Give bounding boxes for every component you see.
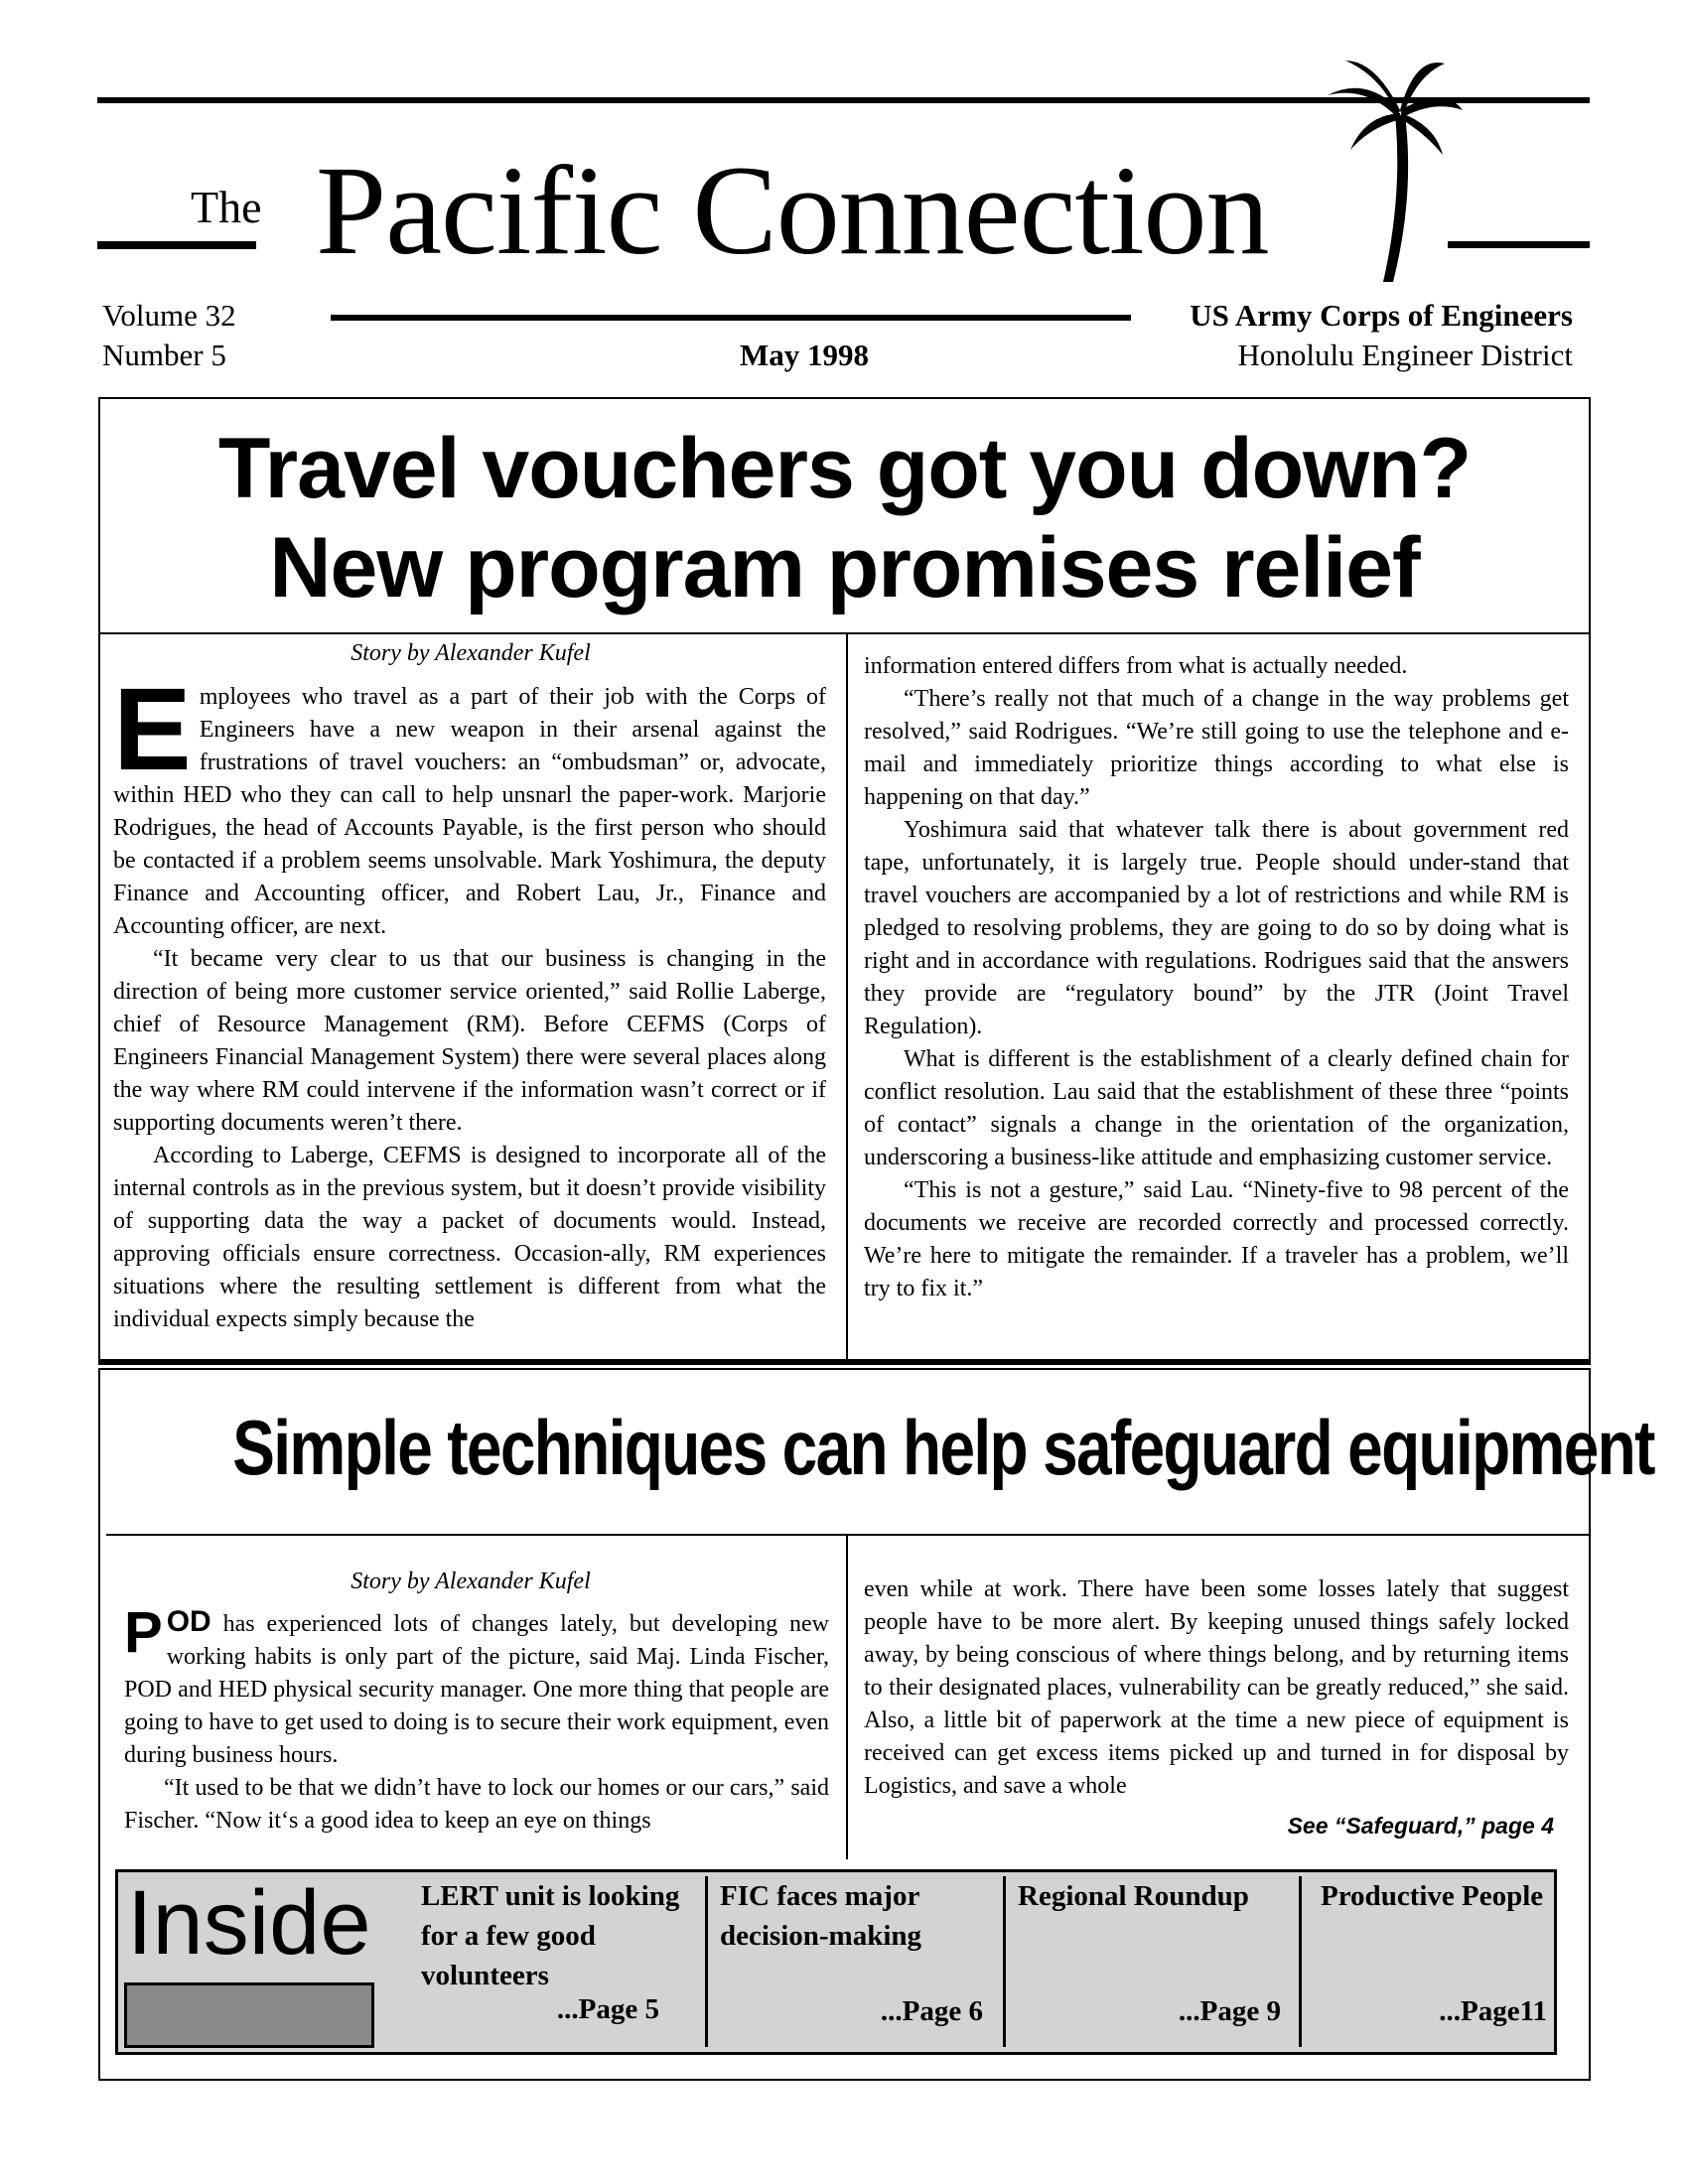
inside-label: Inside (127, 1872, 371, 1974)
story2-dropcap-rest: OD (166, 1605, 211, 1638)
story1-column-divider (846, 633, 848, 1361)
story2-paragraph-text: has experienced lots of changes lately, but developing new working habits is only part of the picture, said Maj. Linda Fischer, POD and HED physical security manager. One more thing that people are going to have to get used to doing is to secure their work equipment, even during business hours. (124, 1611, 829, 1768)
newsletter-title: Pacific Connection (316, 140, 1269, 281)
inside-item-page[interactable]: ...Page 9 (1178, 1995, 1281, 2027)
volume-label: Volume 32 (102, 298, 236, 333)
inside-item-page[interactable]: ...Page 6 (880, 1995, 983, 2027)
inside-divider (1299, 1876, 1302, 2047)
story1-bottom-rule (98, 1359, 1591, 1365)
story2-paragraph: even while at work. There have been some losses lately that suggest people have to be more alert. By keeping unused things safely locked away, by being conscious of where things belong, and by returning items to their designated places, vulnerability can be greatly reduced,” she said. Also, a little bit of paperwork at the time a new piece of equipment is received can get excess items picked up and turned in for disposal by Logistics, and save a whole (864, 1576, 1569, 1799)
organization-name: US Army Corps of Engineers (1190, 298, 1573, 333)
story1-paragraph: “This is not a gesture,” said Lau. “Ninety-five to 98 percent of the documents we receive are recorded correctly and processed correctly. We’re here to mitigate the remainder. If a traveler has a problem, we’ll try to fix it.” (864, 1177, 1569, 1301)
story1-paragraph: Yoshimura said that whatever talk there is about government red tape, unfortunately, it is largely true. People should under-stand that travel vouchers are accompanied by a lot of restrictions and while RM is pledged to resolving problems, they are going to do so by doing what is right and in accordance with regulations. Rodrigues said that the answers they provide are “regulatory bound” by the JTR (Joint Travel Regulation). (864, 817, 1569, 1039)
issue-date: May 1998 (740, 338, 870, 372)
story1-headline-line2: New program promises relief (269, 520, 1420, 615)
story1-paragraph: “There’s really not that much of a change in the way problems get resolved,” said Rodrigues. “We’re still going to use the telephone and e-mail and immediately prioritize things according to what else is happening on that day.” (864, 686, 1569, 810)
inside-item-title[interactable]: LERT unit is looking for a few good volunteers (421, 1880, 680, 1991)
story1-paragraph-text: mployees who travel as a part of their job with the Corps of Engineers have a new weapon in their arsenal against the frustrations of travel vouchers: an “ombudsman” or, advocate, within HED who they can call to help unsnarl the paper-work. Marjorie Rodrigues, the head of Accounts Payable, is the first person who should be contacted if a problem seems unsolvable. Mark Yoshimura, the deputy Finance and Accounting officer, and Robert Lau, Jr., Finance and Accounting officer, are next. (113, 684, 826, 939)
masthead-right-bar (1448, 241, 1590, 248)
story2-column-divider (846, 1535, 848, 1859)
story1-byline: Story by Alexander Kufel (351, 640, 591, 666)
story2-dropcap: P (124, 1605, 163, 1665)
masthead-the: The (191, 182, 262, 232)
story1-paragraph: information entered differs from what is actually needed. (864, 653, 1408, 679)
story1-paragraph: According to Laberge, CEFMS is designed to incorporate all of the internal controls as in the previous system, but it doesn’t provide visibility of supporting data the way a packet of documents would. Instead, approving officials ensure correctness. Occasion-ally, RM experiences situations where the resulting settlement is different from what the individual expects simply because the (113, 1143, 826, 1332)
story1-paragraph: “It became very clear to us that our business is changing in the direction of being more customer service oriented,” said Rollie Laberge, chief of Resource Management (RM). Before CEFMS (Corps of Engineers Financial Management System) there were several places along the way where RM could intervene if the information wasn’t correct or if supporting documents weren’t there. (113, 946, 826, 1136)
story1-paragraph (113, 681, 826, 943)
story1-column-right (864, 650, 1569, 1345)
masthead-left-bar (97, 241, 256, 249)
story2-column-left (124, 1605, 829, 1868)
story1-paragraph: What is different is the establishment of a clearly defined chain for conflict resolution. Lau said that the establishment of these three “points of contact” signals a change in the orientation of the organization, underscoring a business-like attitude and emphasizing customer service. (864, 1046, 1569, 1170)
inside-decoration (124, 1982, 374, 2048)
inside-item-page[interactable]: ...Page 5 (556, 1993, 659, 2025)
story2-paragraph: “It used to be that we didn’t have to lock our homes or our cars,” said Fischer. “Now it‘s a good idea to keep an eye on things (124, 1775, 829, 1834)
inside-item-title[interactable]: FIC faces major decision-making (720, 1880, 922, 1952)
district-name: Honolulu Engineer District (1237, 338, 1573, 372)
inside-divider (705, 1876, 708, 2047)
story2-continued-link[interactable]: See “Safeguard,” page 4 (1287, 1813, 1554, 1839)
inside-item-title[interactable]: Productive People (1321, 1880, 1544, 1912)
story2-paragraph (124, 1605, 829, 1772)
inside-divider (1003, 1876, 1006, 2047)
story1-headline-rule (98, 632, 1591, 634)
inside-item-title[interactable]: Regional Roundup (1018, 1880, 1249, 1912)
story2-headline: Simple techniques can help safeguard equipment (232, 1404, 1654, 1491)
masthead-mid-rule (331, 315, 1131, 321)
story1-headline-line1: Travel vouchers got you down? (217, 421, 1472, 516)
story2-column-right (864, 1573, 1569, 1802)
story1-column-left (113, 681, 826, 1348)
number-label: Number 5 (102, 338, 226, 372)
inside-item-page[interactable]: ...Page11 (1439, 1995, 1547, 2027)
story2-byline: Story by Alexander Kufel (351, 1569, 591, 1594)
story1-dropcap: E (113, 681, 192, 795)
palm-tree-icon (1326, 56, 1465, 284)
